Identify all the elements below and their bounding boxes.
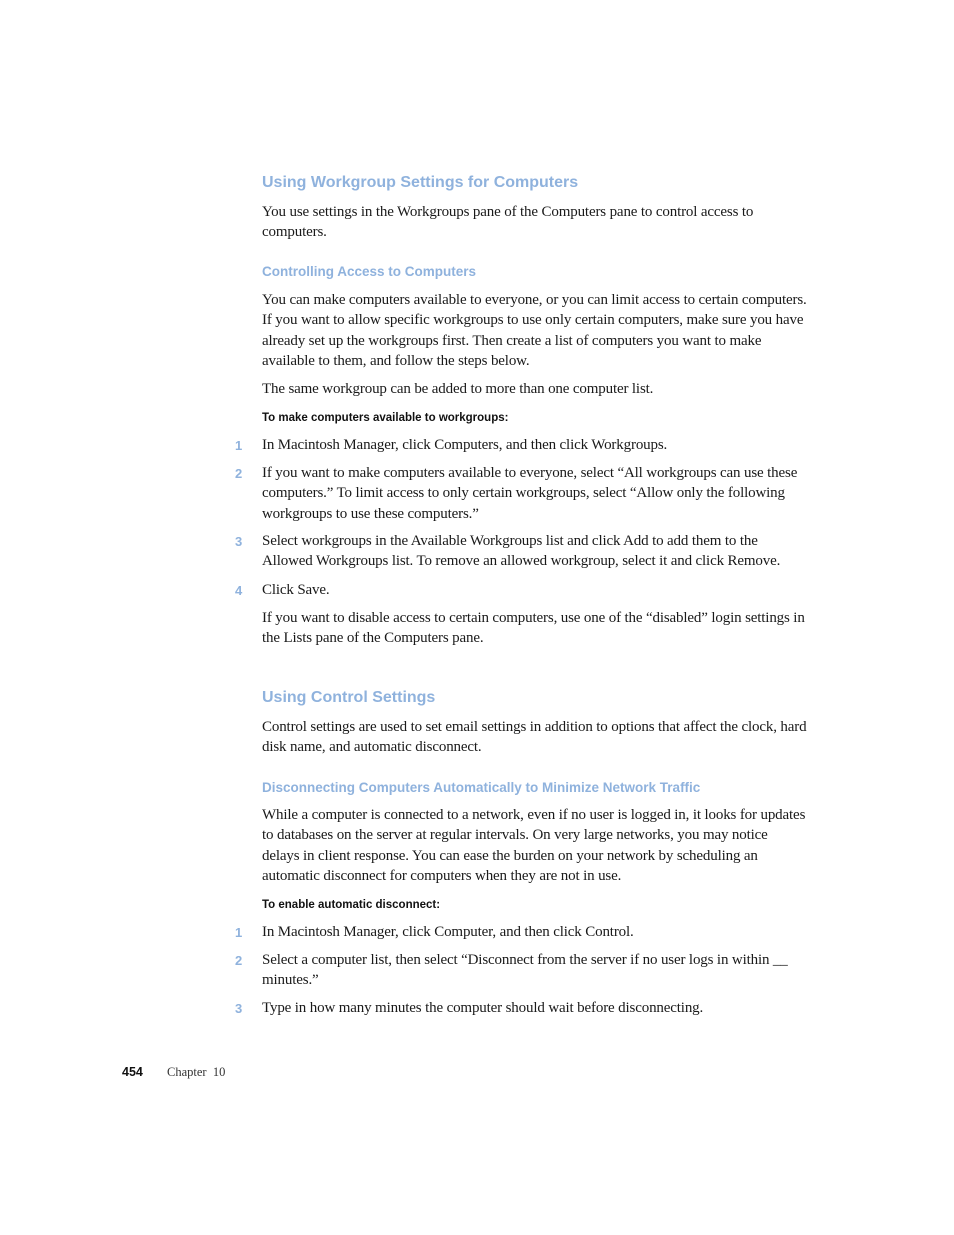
procedure-title: To make computers available to workgroups: bbox=[262, 412, 509, 424]
step-text: Select a computer list, then select “Disconnect from the server if no user logs in within __ minutes.” bbox=[262, 952, 788, 989]
step-number: 2 bbox=[235, 466, 243, 481]
section-heading-workgroup-settings: Using Workgroup Settings for Computers bbox=[262, 174, 579, 191]
subsection-heading-disconnecting: Disconnecting Computers Automatically to Minimize Network Traffic bbox=[262, 780, 701, 795]
step-text: In Macintosh Manager, click Computer, and then click Control. bbox=[262, 924, 634, 940]
step-number: 3 bbox=[235, 1001, 243, 1016]
procedure-title: To enable automatic disconnect: bbox=[262, 899, 441, 911]
chapter-label: Chapter 10 bbox=[167, 1065, 226, 1079]
step-text: Select workgroups in the Available Workgroups list and click Add to add them to the Allowed Workgroups list. To remove an allowed workgroup, select it and click Remove. bbox=[262, 533, 781, 570]
step-text: In Macintosh Manager, click Computers, and then click Workgroups. bbox=[262, 437, 668, 453]
step-number: 2 bbox=[235, 953, 243, 968]
paragraph: While a computer is connected to a network, even if no user is logged in, it looks for updates to databases on the server at regular intervals. On very large networks, you may notice delays in client response. You can ease the burden on your network by scheduling an automatic disconnect for computers when they are not in use. bbox=[262, 807, 806, 884]
section-intro: You use settings in the Workgroups pane of the Computers pane to control access to computers. bbox=[262, 204, 754, 241]
step-number: 1 bbox=[235, 438, 243, 453]
section-heading-control-settings: Using Control Settings bbox=[262, 689, 436, 706]
paragraph: The same workgroup can be added to more than one computer list. bbox=[262, 381, 654, 397]
step-text: If you want to make computers available to everyone, select “All workgroups can use these computers.” To limit access to only certain workgroups, select “Allow only the following workgroups to use these computers.” bbox=[262, 465, 798, 522]
section-intro: Control settings are used to set email settings in addition to options that affect the clock, hard disk name, and automatic disconnect. bbox=[262, 719, 807, 756]
step-text: Click Save. bbox=[262, 582, 330, 598]
step-number: 3 bbox=[235, 534, 243, 549]
subsection-heading-controlling-access: Controlling Access to Computers bbox=[262, 264, 477, 279]
page-number: 454 bbox=[122, 1065, 143, 1079]
step-number: 4 bbox=[235, 583, 243, 598]
step-number: 1 bbox=[235, 925, 243, 940]
step-text: Type in how many minutes the computer should wait before disconnecting. bbox=[262, 1000, 704, 1016]
paragraph: You can make computers available to everyone, or you can limit access to certain computers. If you want to allow specific workgroups to use only certain computers, make sure you have already set up the workgroups first. Then create a list of computers you want to make available to them, and follow the steps below. bbox=[262, 292, 807, 369]
note-paragraph: If you want to disable access to certain computers, use one of the “disabled” login settings in the Lists pane of the Computers pane. bbox=[262, 610, 805, 647]
